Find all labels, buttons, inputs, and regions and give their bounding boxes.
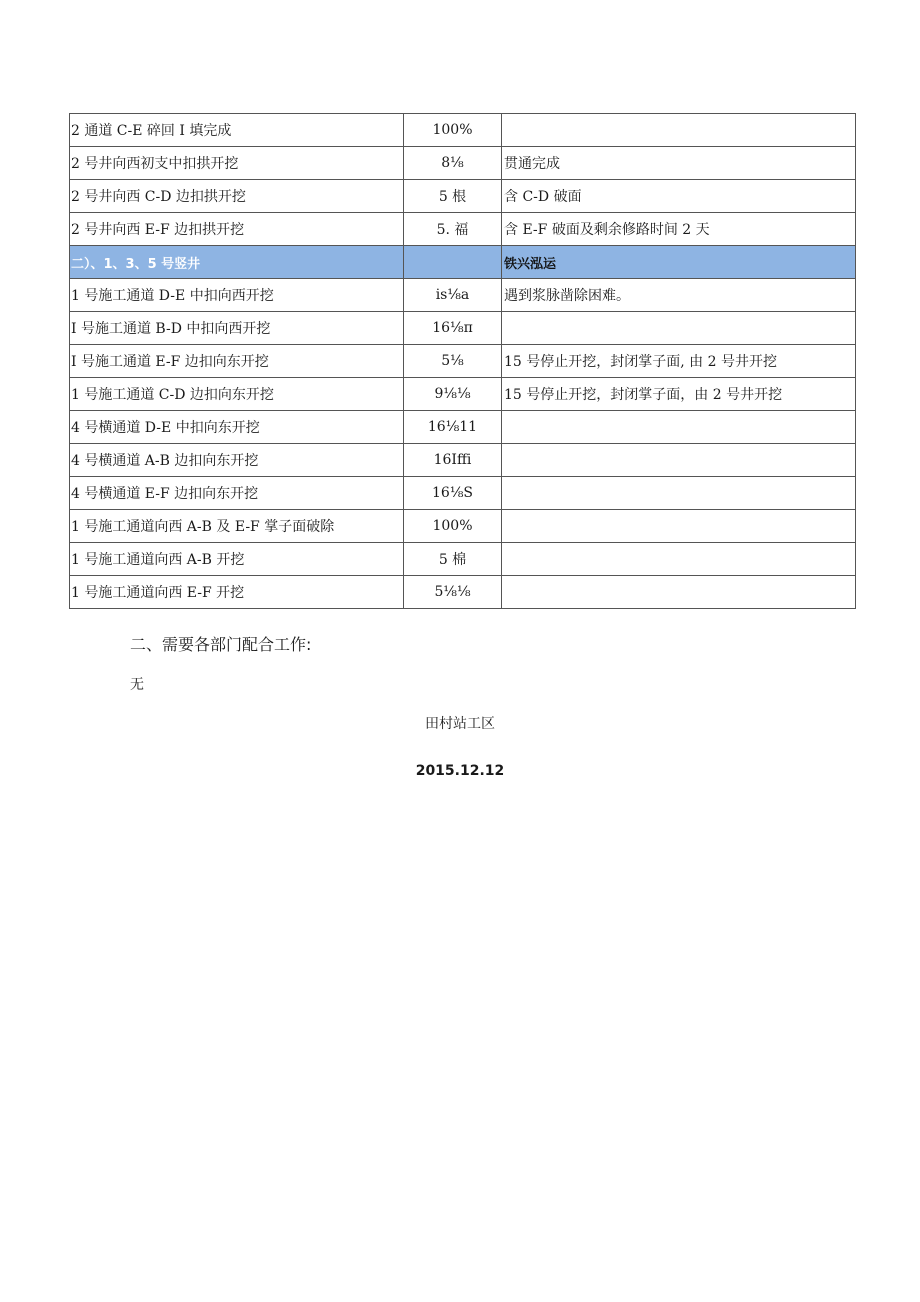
table-row xyxy=(70,213,856,246)
note-cell: 铁兴泓运 xyxy=(502,246,856,279)
note-cell xyxy=(502,543,856,576)
task-cell: 1 号施工通道向西 E-F 开挖 xyxy=(70,576,404,609)
task-cell: 2 号井向西 C-D 边扣拱开挖 xyxy=(70,180,404,213)
table-row xyxy=(70,279,856,312)
note-cell: 贯通完成 xyxy=(502,147,856,180)
note-cell xyxy=(502,576,856,609)
table-row xyxy=(70,378,856,411)
note-cell: 15 号停止开挖，封闭掌子面，由 2 号井开挖 xyxy=(502,378,856,411)
task-cell: I 号施工通道 B-D 中扣向西开挖 xyxy=(70,312,404,345)
task-cell: 2 号井向西 E-F 边扣拱开挖 xyxy=(70,213,404,246)
section-content: 无 xyxy=(130,677,144,693)
progress-table xyxy=(69,113,856,609)
table-row xyxy=(70,576,856,609)
progress-cell: 5⅛⅛ xyxy=(404,576,502,609)
table-row xyxy=(70,444,856,477)
progress-cell: 100% xyxy=(404,510,502,543)
progress-cell: 5 根 xyxy=(404,180,502,213)
progress-cell: 8⅛ xyxy=(404,147,502,180)
note-cell xyxy=(502,510,856,543)
progress-cell: is⅛a xyxy=(404,279,502,312)
table-row xyxy=(70,345,856,378)
table-row xyxy=(70,411,856,444)
task-cell: 4 号横通道 E-F 边扣向东开挖 xyxy=(70,477,404,510)
note-cell: 15 号停止开挖，封闭掌子面, 由 2 号井开挖 xyxy=(502,345,856,378)
table-row xyxy=(70,180,856,213)
progress-cell xyxy=(404,246,502,279)
note-cell xyxy=(502,114,856,147)
task-cell: 二）、1、3、5 号竖井 xyxy=(70,246,404,279)
progress-cell: 5. 福 xyxy=(404,213,502,246)
task-cell: 1 号施工通道 C-D 边扣向东开挖 xyxy=(70,378,404,411)
signature-date: 2015.12.12 xyxy=(415,763,505,779)
note-cell xyxy=(502,444,856,477)
progress-cell: 16⅛π xyxy=(404,312,502,345)
progress-cell: 16Iffi xyxy=(404,444,502,477)
table-row xyxy=(70,147,856,180)
table-row xyxy=(70,543,856,576)
note-cell xyxy=(502,477,856,510)
task-cell: 1 号施工通道向西 A-B 开挖 xyxy=(70,543,404,576)
progress-table-body xyxy=(70,114,856,609)
progress-cell: 9⅛⅛ xyxy=(404,378,502,411)
note-cell: 含 C-D 破面 xyxy=(502,180,856,213)
task-cell: 1 号施工通道 D-E 中扣向西开挖 xyxy=(70,279,404,312)
section-row xyxy=(70,246,856,279)
note-cell: 遇到浆脉凿除困难。 xyxy=(502,279,856,312)
progress-cell: 16⅛11 xyxy=(404,411,502,444)
task-cell: 1 号施工通道向西 A-B 及 E-F 掌子面破除 xyxy=(70,510,404,543)
task-cell: 2 通道 C-E 碎回 I 填完成 xyxy=(70,114,404,147)
table-row xyxy=(70,312,856,345)
task-cell: I 号施工通道 E-F 边扣向东开挖 xyxy=(70,345,404,378)
note-cell xyxy=(502,312,856,345)
task-cell: 4 号横通道 A-B 边扣向东开挖 xyxy=(70,444,404,477)
table-row xyxy=(70,510,856,543)
section-heading: 二、需要各部门配合工作: xyxy=(130,635,312,654)
task-cell: 4 号横通道 D-E 中扣向东开挖 xyxy=(70,411,404,444)
signature-unit: 田村站工区 xyxy=(425,716,495,732)
progress-cell: 5 棉 xyxy=(404,543,502,576)
progress-cell: 100% xyxy=(404,114,502,147)
table-row xyxy=(70,114,856,147)
task-cell: 2 号井向西初支中扣拱开挖 xyxy=(70,147,404,180)
progress-cell: 5⅛ xyxy=(404,345,502,378)
note-cell xyxy=(502,411,856,444)
table-row xyxy=(70,477,856,510)
progress-cell: 16⅛S xyxy=(404,477,502,510)
note-cell: 含 E-F 破面及剩余修路时间 2 天 xyxy=(502,213,856,246)
